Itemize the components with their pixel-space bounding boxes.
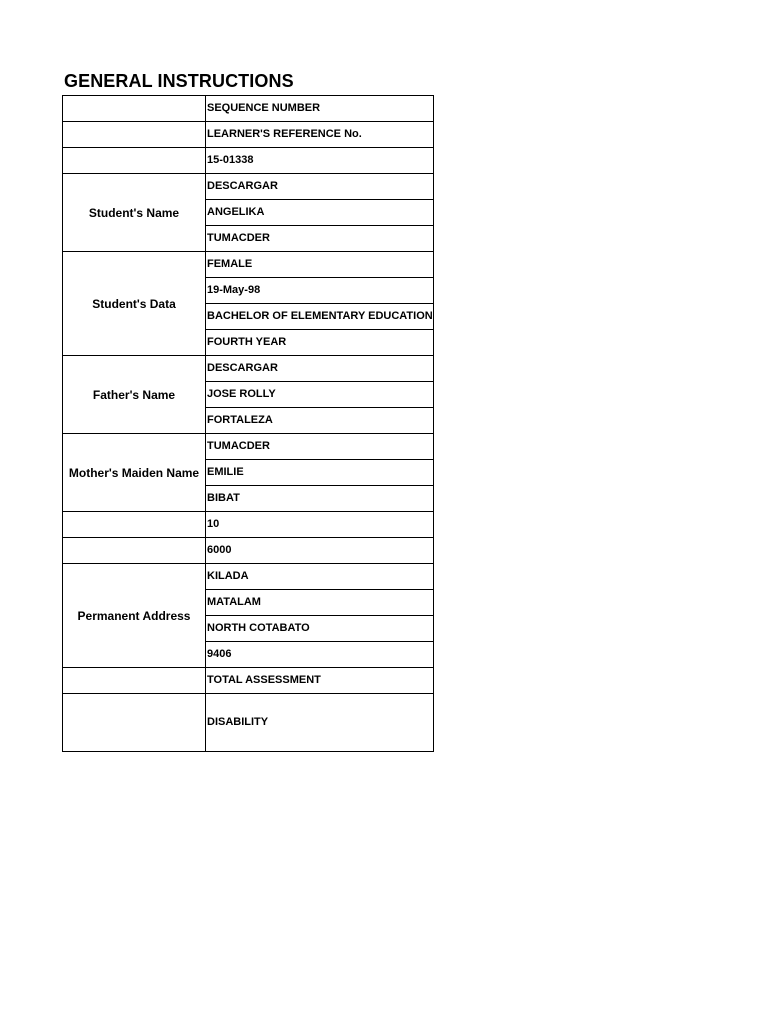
address-zip-cell: 9406 — [206, 642, 434, 668]
value-10-cell: 10 — [206, 512, 434, 538]
course-cell: BACHELOR OF ELEMENTARY EDUCATION — [206, 304, 434, 330]
student-middle-name-cell: TUMACDER — [206, 226, 434, 252]
id-number-cell: 15-01338 — [206, 148, 434, 174]
year-level-cell: FOURTH YEAR — [206, 330, 434, 356]
address-province-cell: NORTH COTABATO — [206, 616, 434, 642]
empty-label-cell — [63, 538, 206, 564]
table-row — [63, 356, 434, 382]
fathers-name-label: Father's Name — [63, 356, 206, 434]
empty-label-cell — [63, 148, 206, 174]
permanent-address-label: Permanent Address — [63, 564, 206, 668]
sequence-number-cell: SEQUENCE NUMBER — [206, 96, 434, 122]
empty-label-cell — [63, 122, 206, 148]
document-title: GENERAL INSTRUCTIONS — [64, 71, 294, 91]
empty-label-cell — [63, 96, 206, 122]
father-last-name-cell: DESCARGAR — [206, 356, 434, 382]
table-row — [63, 252, 434, 278]
birthdate-cell: 19-May-98 — [206, 278, 434, 304]
table-row — [63, 148, 434, 174]
table-row — [63, 434, 434, 460]
disability-cell: DISABILITY — [206, 694, 434, 752]
father-middle-name-cell: FORTALEZA — [206, 408, 434, 434]
learners-reference-cell: LEARNER'S REFERENCE No. — [206, 122, 434, 148]
sex-cell: FEMALE — [206, 252, 434, 278]
empty-label-cell — [63, 668, 206, 694]
table-row — [63, 538, 434, 564]
table-row — [63, 512, 434, 538]
mother-last-name-cell: TUMACDER — [206, 434, 434, 460]
student-info-table — [62, 95, 434, 752]
students-data-label: Student's Data — [63, 252, 206, 356]
mother-first-name-cell: EMILIE — [206, 460, 434, 486]
table-row — [63, 694, 434, 752]
table-row — [63, 122, 434, 148]
student-last-name-cell: DESCARGAR — [206, 174, 434, 200]
table-row — [63, 174, 434, 200]
mothers-maiden-name-label: Mother's Maiden Name — [63, 434, 206, 512]
address-barangay-cell: KILADA — [206, 564, 434, 590]
empty-label-cell — [63, 694, 206, 752]
table-row — [63, 668, 434, 694]
value-6000-cell: 6000 — [206, 538, 434, 564]
empty-label-cell — [63, 512, 206, 538]
table-row — [63, 564, 434, 590]
table-row — [63, 96, 434, 122]
total-assessment-cell: TOTAL ASSESSMENT — [206, 668, 434, 694]
student-first-name-cell: ANGELIKA — [206, 200, 434, 226]
address-municipality-cell: MATALAM — [206, 590, 434, 616]
father-first-name-cell: JOSE ROLLY — [206, 382, 434, 408]
mother-middle-name-cell: BIBAT — [206, 486, 434, 512]
students-name-label: Student's Name — [63, 174, 206, 252]
